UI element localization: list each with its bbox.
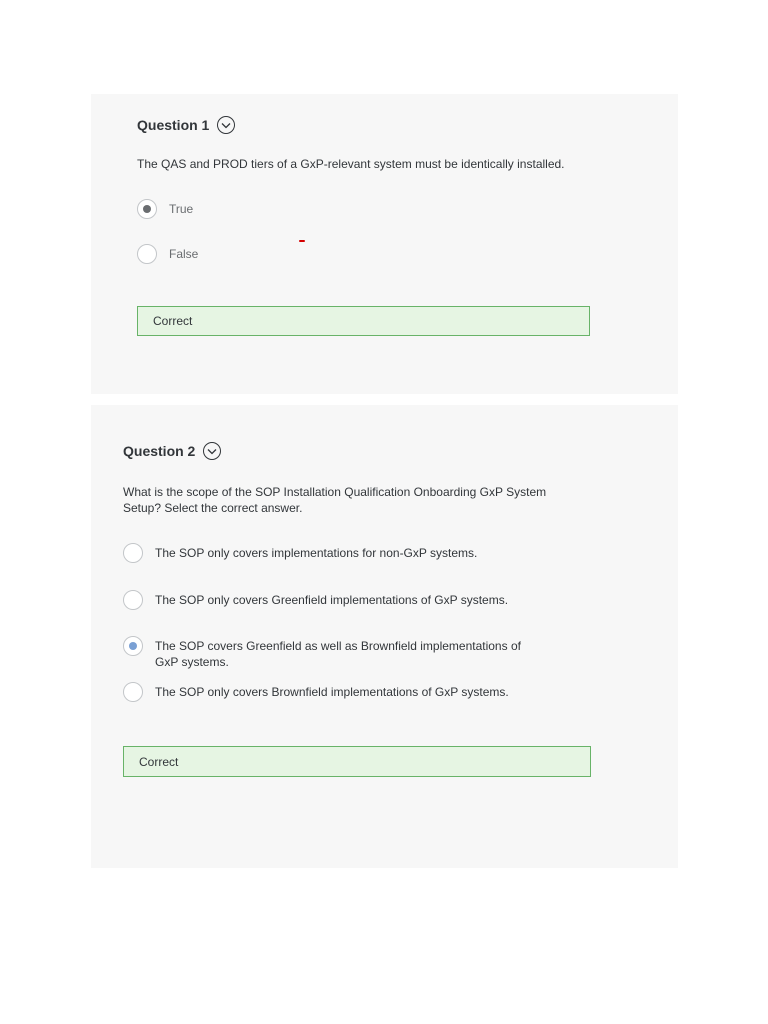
option-greenfield[interactable] [123,592,508,610]
option-label-line: GxP systems. [155,655,229,669]
option-false[interactable] [137,246,198,264]
feedback-correct-1 [137,306,590,336]
question-1-title: Question 1 [137,117,210,133]
radio-button[interactable] [123,682,143,702]
option-non-gxp[interactable] [123,545,477,563]
question-2-card [91,405,678,868]
radio-button[interactable] [123,590,143,610]
option-greenfield-and-brownfield[interactable] [123,638,521,670]
option-label: The SOP only covers implementations for non-GxP systems. [155,546,478,560]
option-label: False [169,247,199,261]
question-2-header [123,442,221,460]
chevron-down-icon[interactable] [217,116,235,134]
question-1-card [91,94,678,394]
option-label: The SOP only covers Brownfield implementations of GxP systems. [155,685,509,699]
radio-button[interactable] [137,244,157,264]
option-label [155,638,521,670]
option-label: True [169,202,194,216]
feedback-text: Correct [153,314,193,328]
radio-button-selected[interactable] [123,636,143,656]
chevron-down-icon[interactable] [203,442,221,460]
option-label: The SOP only covers Greenfield implementations of GxP systems. [155,593,509,607]
option-brownfield[interactable] [123,684,509,702]
question-2-text [123,484,546,516]
red-pen-mark [299,240,305,242]
question-1-text: The QAS and PROD tiers of a GxP-relevant system must be identically installed. [137,157,565,171]
option-label-line: The SOP covers Greenfield as well as Brownfield implementations of [155,639,521,653]
question-2-text-line: What is the scope of the SOP Installation Qualification Onboarding GxP System [123,485,547,499]
feedback-correct-2 [123,746,591,777]
question-2-title: Question 2 [123,443,196,459]
feedback-text: Correct [139,754,179,769]
question-2-text-line: Setup? Select the correct answer. [123,501,303,515]
question-1-header [137,116,235,134]
radio-button[interactable] [123,543,143,563]
radio-button-selected[interactable] [137,199,157,219]
option-true[interactable] [137,201,193,219]
